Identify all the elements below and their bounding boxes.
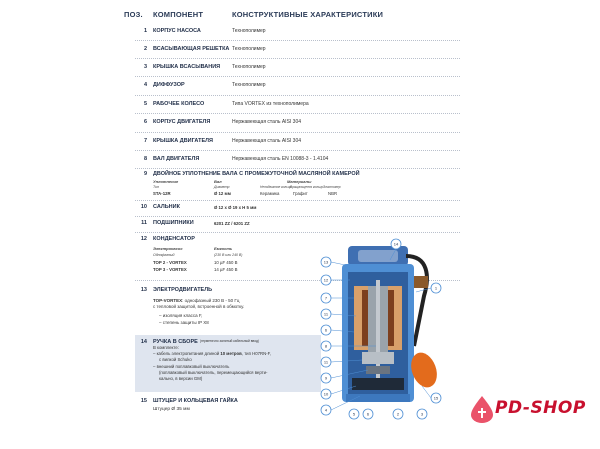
row-material: Технополимер [232,64,266,70]
callout-label: 8 [324,343,328,349]
bearings-value: 6201 ZZ / 6201 ZZ [214,221,250,226]
callout-label: 6 [324,327,328,333]
callout-label: 14 [393,241,399,247]
capacitor-model: TOP 2 - VORTEX [153,260,187,265]
seal-diameter: Ø 12 мм [214,191,231,196]
row-num: 4 [143,82,147,88]
table-row [135,150,460,169]
handle-sub: В комплекте: [153,345,179,350]
capacitor-col-cap: Емкость [214,246,233,251]
diagram-callouts [310,236,450,422]
seal-col-elastomer: Эластомер [323,185,341,189]
handle-bullet2-line3: кально, в версии GM) [159,376,203,381]
row-num: 11 [141,220,147,226]
row-material: Нержавеющая сталь AISI 304 [232,138,302,144]
seal-col-shaft: Вал [214,179,222,184]
capacitor-col-sub: (230 В или 240 В) [214,253,243,257]
fitting-section [135,394,321,418]
motor-title: ЭЛЕКТРОДВИГАТЕЛЬ [153,287,213,293]
handle-bullet1: – кабель электропитания длиной 10 метров, тип H07RN-F, [153,351,271,356]
gland-title: САЛЬНИК [153,204,180,210]
fitting-title: ШТУЦЕР И КОЛЬЦЕВАЯ ГАЙКА [153,398,238,404]
row-num: 14 [140,339,147,345]
seal-col-rotating: Вращающееся кольцо [290,185,324,189]
seal-col-fixed: Неподвижное кольцо [260,185,292,189]
bearings-title: ПОДШИПНИКИ [153,220,194,226]
callout-label: 10 [323,391,329,397]
row-material: Нержавеющая сталь AISI 304 [232,119,302,125]
row-material: Технополимер [232,28,266,34]
seal-rotating: Графит [293,191,308,196]
callout-label: 6 [366,411,370,417]
motor-bullet2: – степень защиты IP X8 [159,320,209,325]
row-component: КОРПУС ДВИГАТЕЛЯ [153,119,211,125]
row-num: 9 [143,171,147,177]
handle-title: РУЧКА В СБОРЕ [153,339,198,345]
row-num: 2 [143,46,147,52]
row-num: 5 [143,101,147,107]
row-num: 12 [140,236,147,242]
row-material: Технополимер [232,82,266,88]
callout-label: 7 [324,295,328,301]
capacitor-col-label: Однофазный [153,253,175,257]
row-component: РАБОЧЕЕ КОЛЕСО [153,101,205,107]
table-row [135,76,460,96]
handle-title-note: (герметично залитый кабельный ввод) [200,339,260,343]
callout-label: 12 [323,277,329,283]
motor-section [135,283,321,333]
row-num: 6 [143,119,147,125]
row-num: 3 [143,64,147,70]
callout-label: 5 [352,411,356,417]
row-num: 13 [140,287,147,293]
table-row [135,58,460,77]
capacitor-col-pump: Электронасос [153,246,183,251]
seal-title: ДВОЙНОЕ УПЛОТНЕНИЕ ВАЛА С ПРОМЕЖУТОЧНОЙ МАСЛЯНОЙ КАМЕРОЙ [153,171,360,177]
logo-text: PD-SHOP [495,398,586,418]
handle-highlight [135,335,321,392]
fitting-value: Штуцер Ø 35 мм [153,407,190,412]
row-component: ВСАСЫВАЮЩАЯ РЕШЕТКА [153,46,230,52]
callout-label: 3 [420,411,424,417]
callout-label: 11 [323,311,329,317]
seal-col-seal: Уплотнение [153,179,179,184]
table-row [135,113,460,133]
seal-col-materials: Материалы [287,179,312,184]
table-row [135,40,460,59]
callout-label: 15 [433,395,439,401]
row-component: КРЫШКА ВСАСЫВАНИЯ [153,64,221,70]
row-num: 1 [143,28,147,34]
row-num: 15 [140,398,147,404]
table-row [135,95,460,114]
row-component: ВАЛ ДВИГАТЕЛЯ [153,156,200,162]
callout-label: 9 [324,375,328,381]
gland-row [135,200,460,217]
row-num: 8 [143,156,147,162]
seal-col-diameter: Диаметр [214,185,230,189]
capacitor-value: 14 µF 450 В [214,267,238,272]
row-material: Технополимер [232,46,266,52]
callout-label: 1 [434,285,438,291]
capacitor-title: КОНДЕНСАТОР [153,236,195,242]
row-component: КОРПУС НАСОСА [153,28,201,34]
row-component: ДИФФУЗОР [153,82,185,88]
seal-col-type: Тип [153,185,159,189]
handle-bullet2-line2: (поплавковый выключатель, перемещающийся верти- [159,370,268,375]
handle-bullet2: – внешний поплавковый выключатель [153,364,230,369]
row-material: Нержавеющая сталь EN 10088-3 - 1.4104 [232,156,329,162]
capacitor-value: 10 µF 450 В [214,260,238,265]
seal-type: STA-12R [153,191,171,196]
seal-section [135,168,460,201]
bearings-row [135,216,460,233]
table-row [135,22,460,41]
gland-value: Ø 12 x Ø 19 x Н 5 мм [214,205,257,210]
row-component: КРЫШКА ДВИГАТЕЛЯ [153,138,213,144]
callout-label: 2 [396,411,400,417]
row-num: 7 [143,138,147,144]
motor-line2: с тепловой защитой, встроенной в обмотку. [153,304,245,309]
row-num: 10 [140,204,147,210]
seal-elastomer: NBR [328,191,338,196]
callout-label: 11 [323,359,329,365]
capacitor-model: TOP 3 - VORTEX [153,267,187,272]
header-pos: ПОЗ. [124,10,143,19]
callout-label: 13 [323,259,329,265]
row-material: Типа VORTEX из технополимера [232,101,309,107]
callout-label: 4 [324,407,328,413]
motor-bullet1: – изоляция класса F, [159,313,203,318]
header-component: КОМПОНЕНТ [153,10,204,19]
table-row [135,132,460,151]
handle-bullet1-line2: с вилкой Schuko [159,357,192,362]
seal-fixed: Керамика [260,191,280,196]
header-spec: КОНСТРУКТИВНЫЕ ХАРАКТЕРИСТИКИ [232,10,384,19]
motor-line1: TOP-VORTEX: однофазный 230 В - 50 Гц [153,298,240,303]
